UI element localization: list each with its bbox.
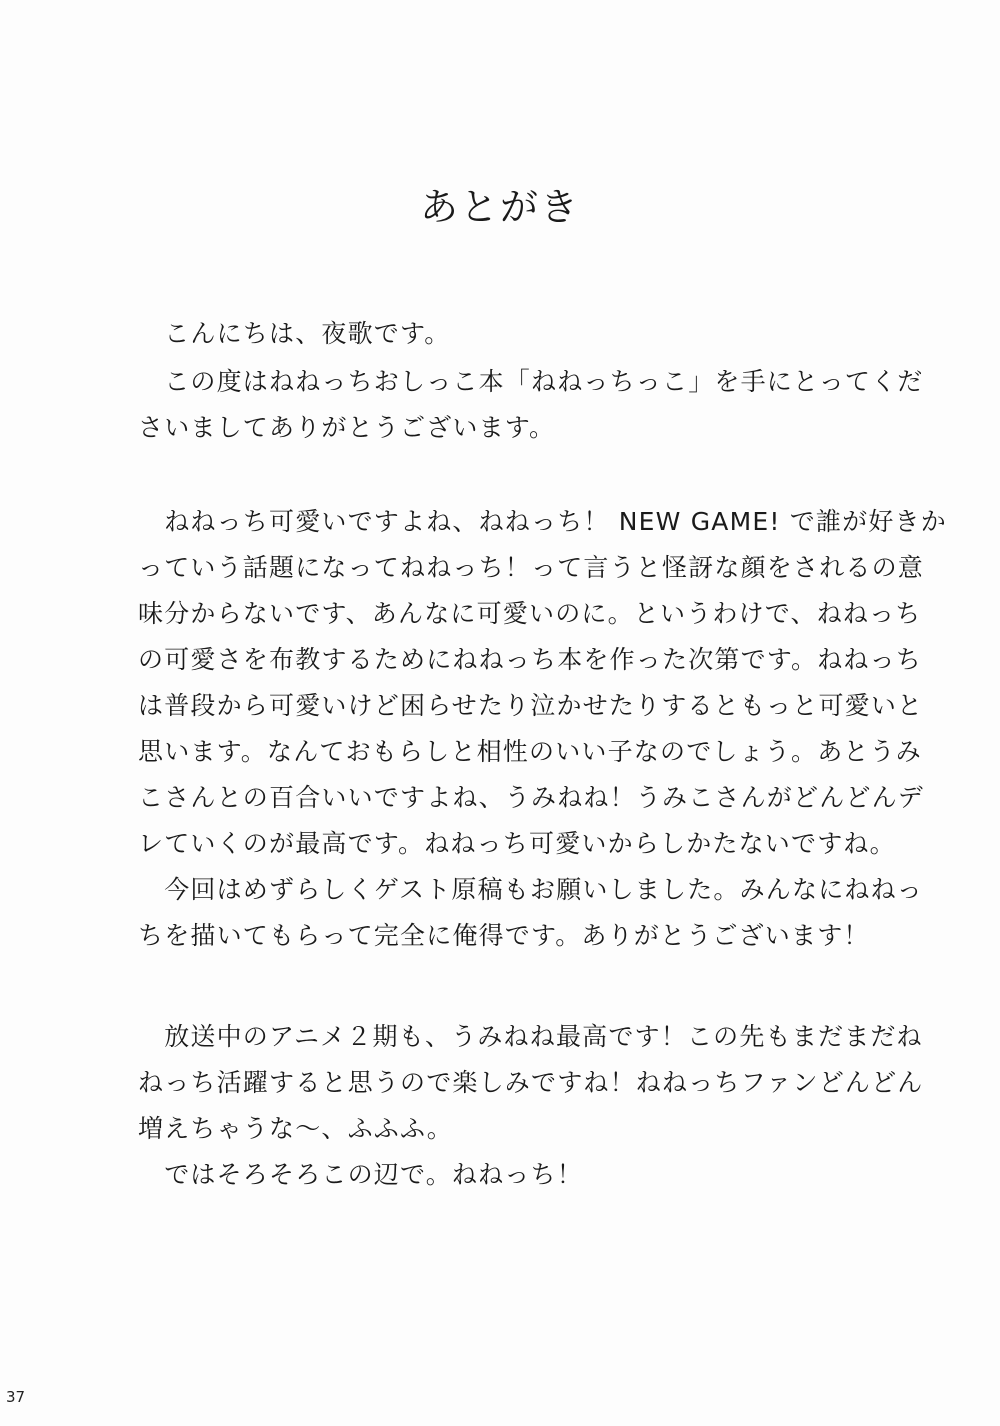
text-line: ねねっち可愛いですよね、ねねっち！ NEW GAME! で誰が好きか [138,507,947,536]
text-line: レていくのが最高です。ねねっち可愛いからしかたないですね。 [138,829,896,858]
text-line: 今回はめずらしくゲスト原稿もお願いしました。みんなにねねっ [138,875,924,904]
page-number: 37 [6,1388,26,1406]
text-line: 味分からないです、あんなに可愛いのに。というわけで、ねねっち [138,599,922,628]
text-line: ではそろそろこの辺で。ねねっち！ [138,1160,583,1189]
page-title: あとがき [419,185,580,229]
text-line: 思います。なんておもらしと相性のいい子なのでしょう。あとうみ [138,737,923,766]
text-line: こんにちは、夜歌です。 [138,319,451,348]
text-line: こさんとの百合いいですよね、うみねね！うみこさんがどんどんデ [138,783,925,812]
text-line: さいましてありがとうございます。 [138,413,556,442]
text-line: の可愛さを布教するためにねねっち本を作った次第です。ねねっち [138,645,923,674]
text-line: この度はねねっちおしっこ本「ねねっちっこ」を手にとってくだ [138,367,924,396]
text-line: っていう話題になってねねっち！って言うと怪訝な顔をされるの意 [138,553,925,582]
text-line: は普段から可愛いけど困らせたり泣かせたりするともっと可愛いと [138,691,924,720]
text-line: ちを描いてもらって完全に俺得です。ありがとうございます！ [138,921,870,950]
text-line: 増えちゃうな～、ふふふ。 [138,1114,453,1143]
text-line: 放送中のアニメ２期も、うみねね最高です！この先もまだまだね [138,1022,923,1051]
text-line: ねっち活躍すると思うので楽しみですね！ねねっちファンどんどん [138,1068,924,1097]
